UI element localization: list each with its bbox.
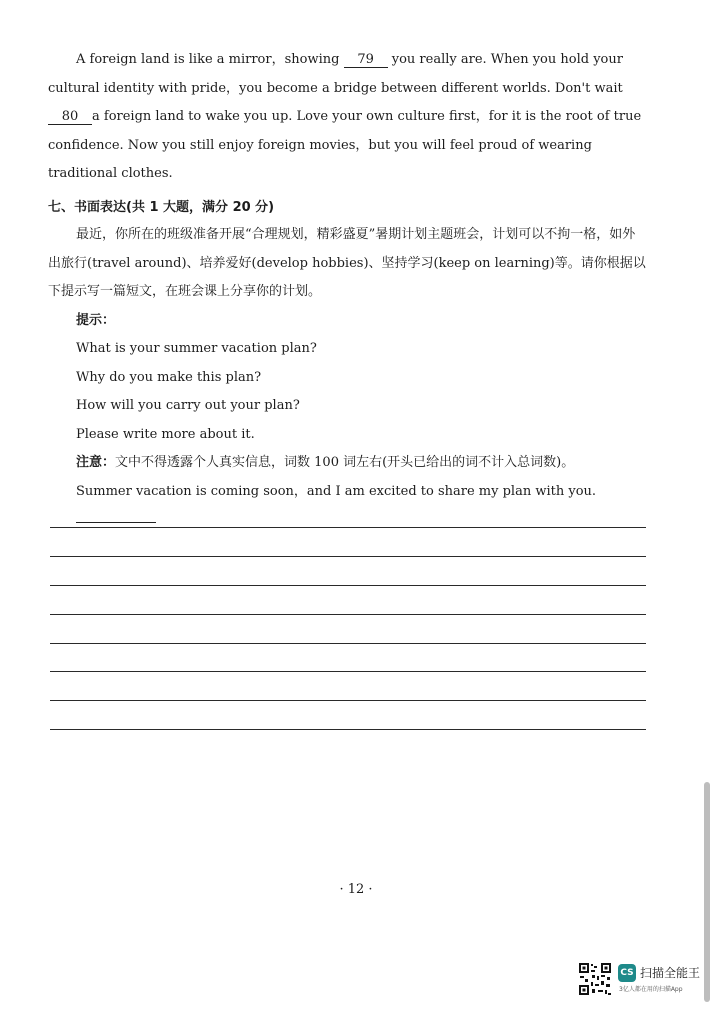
hint-item: What is your summer vacation plan? <box>76 341 317 356</box>
page-number: · 12 · <box>339 882 373 897</box>
writing-line <box>50 643 646 644</box>
starter-text: Summer vacation is coming soon，and I am excited to share my plan with you. <box>76 483 597 499</box>
starter-sentence <box>48 478 648 535</box>
camscanner-logo-icon: CS <box>618 964 636 982</box>
writing-line <box>50 556 646 557</box>
blank-79: 79 <box>344 52 388 68</box>
writing-line <box>50 700 646 701</box>
passage-text-2: you really are. When you hold your cultural identity with pride，you become a bridge between different worlds. Don't wait <box>48 52 623 96</box>
scanner-watermark <box>578 962 706 1000</box>
writing-line <box>50 614 646 615</box>
writing-line <box>50 527 646 528</box>
task-intro: 最近，你所在的班级准备开展“合理规划，精彩盛夏”暑期计划主题班会，计划可以不拘一格，如外出旅行(travel around)、培养爱好(develop hobbies)、坚持学习(keep on learning)等。请你根据以下提示写一篇短文，在班会课上分享你的计划。 <box>48 227 646 299</box>
writing-line <box>50 671 646 672</box>
note <box>48 449 648 478</box>
writing-line <box>50 729 646 730</box>
hint-item: Why do you make this plan? <box>76 369 262 385</box>
hint-item: How will you carry out your plan? <box>76 398 300 413</box>
scanner-app-tagline: 3亿人都在用的扫描App <box>619 986 683 993</box>
hint-item: Please write more about it. <box>76 426 255 442</box>
scanner-app-name: 扫描全能王 <box>640 966 701 980</box>
qr-code-icon <box>578 962 612 996</box>
starter-blank-line <box>76 510 156 523</box>
section-heading: 七、书面表达(共 1 大题，满分 20 分) <box>48 200 275 215</box>
writing-task <box>48 221 648 535</box>
passage-text-3: a foreign land to wake you up. Love your own culture first，for it is the root of true confidence. Now you still enjoy foreign movies，but you will feel proud of wearing traditional clothes. <box>48 109 642 181</box>
note-text: 文中不得透露个人真实信息，词数 100 词左右(开头已给出的词不计入总词数)。 <box>115 455 575 470</box>
note-label: 注意： <box>76 455 116 470</box>
writing-line <box>50 585 646 586</box>
passage-text-1: A foreign land is like a mirror，showing <box>76 52 340 67</box>
hints-label: 提示： <box>76 312 116 328</box>
cloze-passage-end <box>48 46 644 189</box>
blank-80: 80 <box>48 109 92 125</box>
